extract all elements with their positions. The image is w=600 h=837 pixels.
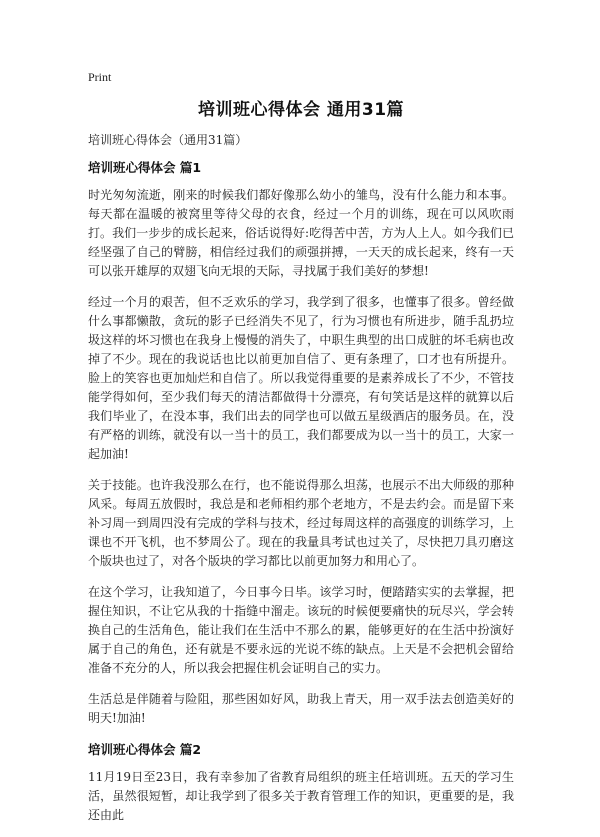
section-heading: 培训班心得体会 篇1 [88, 160, 202, 175]
section-1 [88, 158, 514, 728]
section-2 [88, 740, 514, 825]
print-label[interactable]: Print [88, 70, 112, 84]
document-title: 培训班心得体会 通用31篇 [197, 100, 405, 120]
document-content [88, 158, 514, 837]
section-heading: 培训班心得体会 篇2 [88, 742, 202, 757]
paragraph: 经过一个月的艰苦，但不乏欢乐的学习，我学到了很多，也懂事了很多。曾经做什么事都懒散，贪玩的影子已经消失不见了，行为习惯也有所进步，随手乱扔垃圾这样的坏习惯也在我身上慢慢的消失了，中职生典型的出口成脏的坏毛病也改掉了不少。现在的我说话也比以前更加自信了、更有条理了，口才也有所提升。脸上的笑容也更加灿烂和自信了。所以我觉得重要的是素养成长了不少，不管技能学得如何，至少我们每天的清洁都做得十分漂亮，有句笑话是这样的就算以后我们毕业了，在没本事，我们出去的同学也可以做五星级酒店的服务员。在，没有严格的训练，就没有以一当十的员工，我们都要成为以一当十的员工，大家一起加油! [88, 295, 514, 461]
paragraph: 关于技能。也许我没那么在行，也不能说得那么坦荡，也展示不出大师级的那种风采。每周五放假时，我总是和老师相约那个老地方，不是去约会。而是留下来补习周一到周四没有完成的学科与技术，经过每周这样的高强度的训练学习，上课也不开飞机，也不梦周公了。现在的我量具考试也过关了，尽快把刀具刃磨这个版块也过了，对各个版块的学习都比以前更加努力和用心了。 [88, 478, 514, 568]
paragraph: 11月19日至23日，我有幸参加了省教育局组织的班主任培训班。五天的学习生活，虽然很短暂，却让我学到了很多关于教育管理工作的知识，更重要的是，我还由此 [88, 770, 514, 822]
paragraph: 在这个学习，让我知道了，今日事今日毕。该学习时，便踏踏实实的去掌握，把握住知识，不让它从我的十指缝中溜走。该玩的时候便要痛快的玩尽兴，学会转换自己的生活角色，能让我们在生活中不那么的累，能够更好的在生活中扮演好属于自己的角色，还有就是不要永远的光说不练的缺点。上天是不会把机会留给准备不充分的人，所以我会把握住机会证明自己的实力。 [88, 585, 514, 675]
document-subtitle: 培训班心得体会（通用31篇） [88, 133, 248, 147]
paragraph: 生活总是伴随着与险阻，那些困如好风，助我上青天，用一双手法去创造美好的明天!加油! [88, 692, 514, 725]
paragraph: 时光匆匆流逝，刚来的时候我们都好像那么幼小的雏鸟，没有什么能力和本事。每天都在温暖的被窝里等待父母的衣食，经过一个月的训练，现在可以风吹雨打。我们一步步的成长起来，俗话说得好:吃得苦中苦，方为人上人。如今我们已经坚强了自己的臂膀，相信经过我们的顽强拼搏，一天天的成长起来，终有一天可以张开雄厚的双翅飞向无垠的天际，寻找属于我们美好的梦想! [88, 188, 514, 278]
